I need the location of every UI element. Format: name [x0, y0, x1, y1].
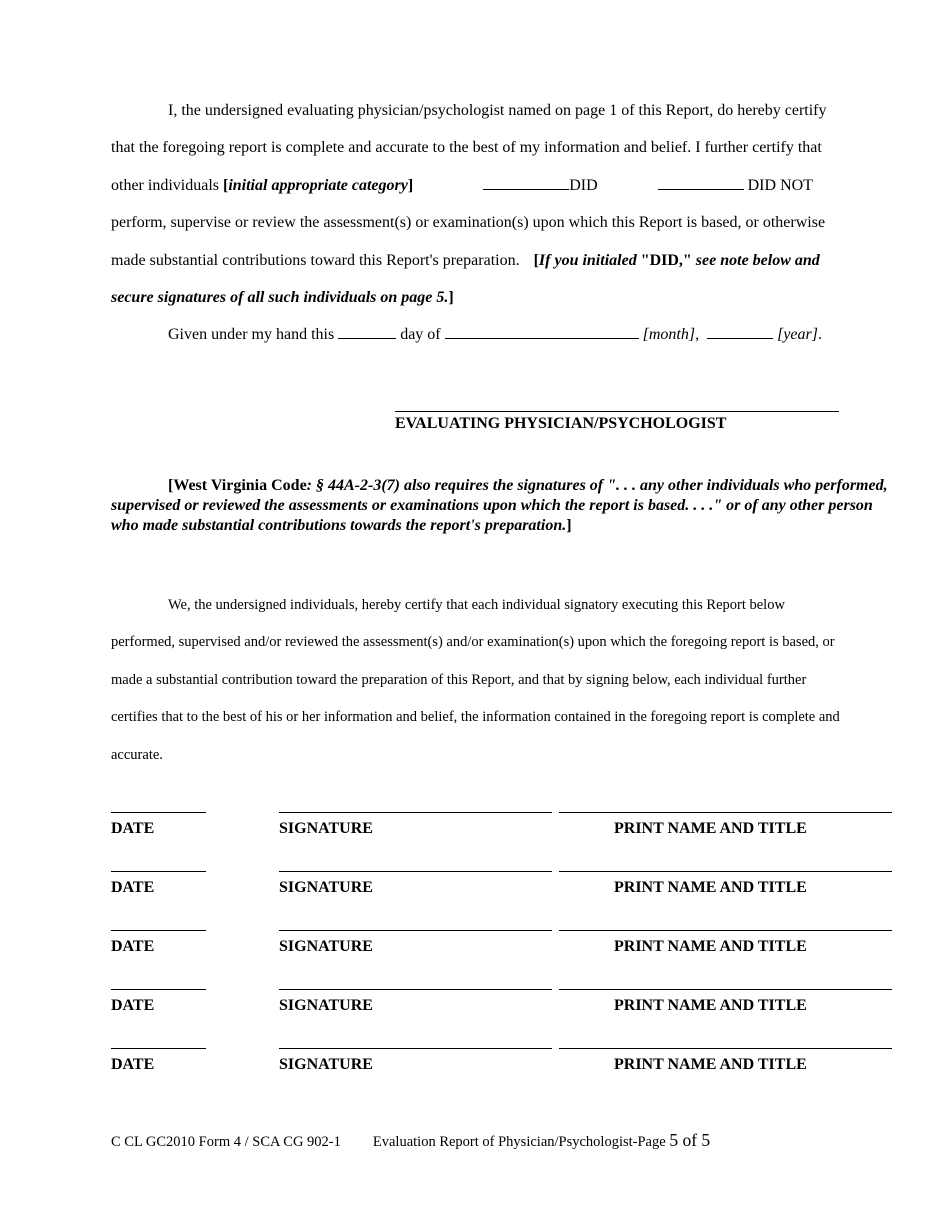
did-not-label [744, 177, 813, 194]
signature-row [0, 1048, 950, 1088]
given-day-of: day of [396, 326, 445, 344]
given-comma: , [695, 326, 704, 344]
print-name-label: PRINT NAME AND TITLE [614, 879, 807, 896]
wv-note-open: [West Virginia Code [168, 477, 307, 494]
print-name-label: PRINT NAME AND TITLE [614, 938, 807, 955]
cert-line-2: that the foregoing report is complete and accurate to the best of my information and belief. I further certify that [111, 139, 822, 157]
footer-title: Evaluation Report of Physician/Psychologist-Page [372, 1134, 670, 1150]
print-name-line[interactable] [559, 1048, 892, 1049]
note-italic-1: If you initialed [538, 251, 641, 269]
wv-note-close: ] [566, 517, 572, 534]
signature-label: SIGNATURE [279, 879, 373, 896]
signature-line[interactable] [279, 930, 552, 931]
signature-row [0, 989, 950, 1029]
print-name-label: PRINT NAME AND TITLE [614, 1056, 807, 1073]
signature-label: SIGNATURE [279, 1056, 373, 1073]
month-field[interactable] [445, 324, 639, 339]
date-label: DATE [111, 879, 155, 896]
day-field[interactable] [338, 324, 396, 339]
west-virginia-code-note [111, 476, 896, 536]
cert-line-4: perform, supervise or review the assessment(s) or examination(s) upon which this Report is based, or otherwise [111, 214, 826, 232]
date-label: DATE [111, 820, 155, 837]
evaluator-signature-label: EVALUATING PHYSICIAN/PSYCHOLOGIST [395, 415, 727, 432]
signature-line[interactable] [279, 989, 552, 990]
signature-line[interactable] [279, 871, 552, 872]
given-period: . [817, 326, 822, 344]
bracket-close: ] [407, 176, 414, 194]
signature-row [0, 871, 950, 911]
date-label: DATE [111, 1056, 155, 1073]
cosigner-line-3: made a substantial contribution toward the preparation of this Report, and that by signing below, each individual further [111, 671, 807, 688]
cert-line-6 [111, 279, 891, 316]
note-bracket-close: ] [448, 288, 454, 306]
did-initial-field[interactable] [483, 175, 569, 190]
date-label: DATE [111, 938, 155, 955]
cert-line-3-text: other individuals [111, 176, 223, 194]
year-label: [year] [777, 326, 818, 344]
given-under-hand-line [111, 316, 891, 353]
given-prefix: Given under my hand this [168, 326, 339, 344]
signature-label: SIGNATURE [279, 997, 373, 1014]
signature-line[interactable] [279, 812, 552, 813]
print-name-line[interactable] [559, 930, 892, 931]
signature-label: SIGNATURE [279, 820, 373, 837]
print-name-label: PRINT NAME AND TITLE [614, 997, 807, 1014]
signature-row [0, 812, 950, 852]
date-line[interactable] [111, 989, 206, 990]
wv-note-text: : § 44A-2-3(7) also requires the signatures of ". . . any other individuals who performed, supervised or reviewed the assessments or examinations upon which the report is based. . . ." or of any other person who made substantial contributions towards the report's preparation. [111, 477, 888, 534]
bracket-open: [ [222, 176, 229, 194]
signature-label: SIGNATURE [279, 938, 373, 955]
certification-paragraph [111, 92, 891, 354]
print-name-line[interactable] [559, 989, 892, 990]
cert-line-5-text: made substantial contributions toward this Report's preparation. [111, 251, 520, 269]
did-label: DID [569, 176, 598, 194]
cosigner-line-2: performed, supervised and/or reviewed the assessment(s) and/or examination(s) upon which the foregoing report is based, or [111, 634, 835, 651]
print-name-label: PRINT NAME AND TITLE [614, 820, 807, 837]
cert-line-5 [111, 242, 891, 279]
date-line[interactable] [111, 930, 206, 931]
date-line[interactable] [111, 871, 206, 872]
footer-form-id: C CL GC2010 Form 4 / SCA CG 902-1 [111, 1134, 341, 1150]
date-line[interactable] [111, 812, 206, 813]
did-not-initial-field[interactable] [658, 175, 744, 190]
signature-line[interactable] [279, 1048, 552, 1049]
cosigner-line-4: certifies that to the best of his or her information and belief, the information contained in the foregoing report is complete and [111, 709, 840, 726]
cosigner-statement [111, 587, 901, 774]
cosigner-line-1: We, the undersigned individuals, hereby certify that each individual signatory executing this Report below [168, 597, 785, 613]
note-bracket-open: [ [533, 251, 539, 269]
date-label: DATE [111, 997, 155, 1014]
signature-row [0, 930, 950, 970]
month-label: [month] [642, 326, 696, 344]
footer-page-number: 5 of 5 [669, 1130, 711, 1150]
did-not-text: DID NOT [747, 176, 813, 194]
cert-line-1: I, the undersigned evaluating physician/psychologist named on page 1 of this Report, do hereby certify [168, 102, 827, 119]
cosigner-line-5: accurate. [111, 746, 163, 763]
cert-line-3 [111, 167, 891, 204]
print-name-line[interactable] [559, 871, 892, 872]
date-line[interactable] [111, 1048, 206, 1049]
note-secure-signatures: secure signatures of all such individuals on page 5. [111, 288, 449, 306]
note-did-quote: "DID," [640, 251, 692, 269]
year-field[interactable] [707, 324, 773, 339]
evaluator-signature-line[interactable] [395, 411, 839, 412]
initial-category-instruction: initial appropriate category [228, 176, 408, 194]
print-name-line[interactable] [559, 812, 892, 813]
page-footer [111, 1130, 710, 1151]
note-italic-2: see note below and [691, 251, 820, 269]
